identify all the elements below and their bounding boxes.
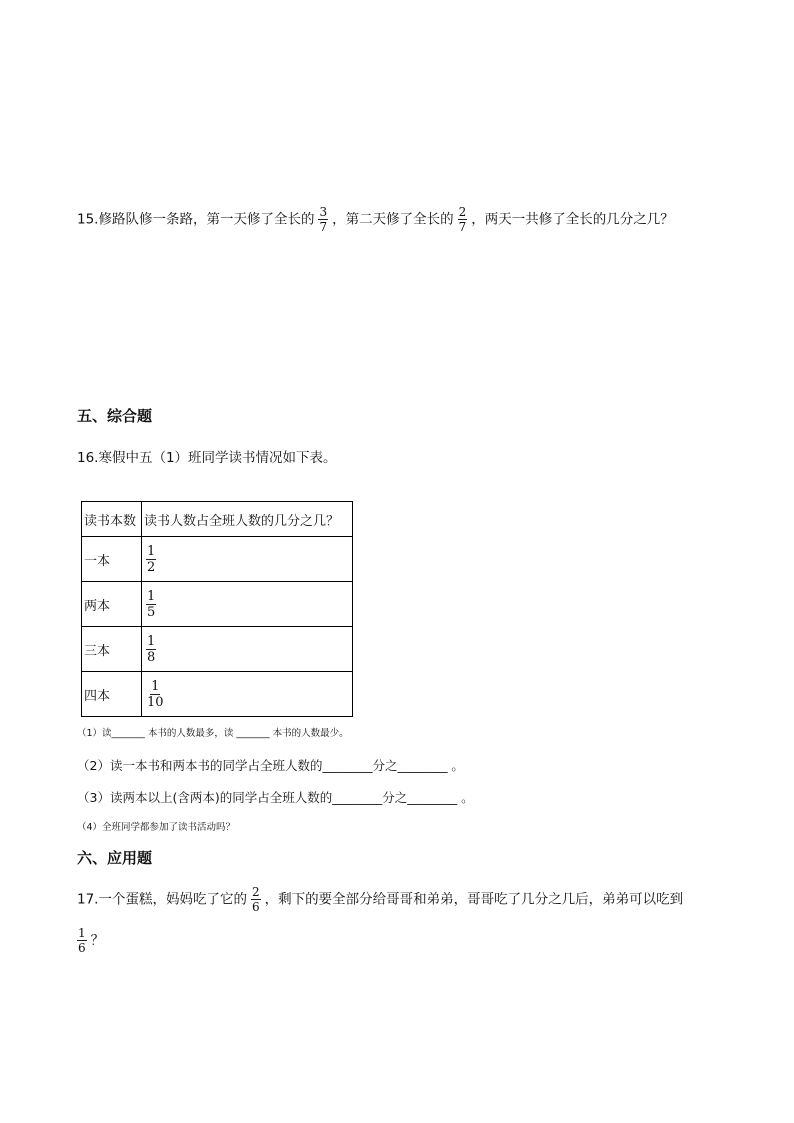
q16-sub-question-2: （2）读一本书和两本书的同学占全班人数的________分之________ 。: [77, 758, 464, 773]
fraction: $\frac{1}{10}$: [147, 678, 164, 710]
section-5-heading: 五、综合题: [77, 407, 153, 425]
reading-table: [81, 501, 353, 717]
table-cell-label: 三本: [82, 627, 142, 672]
table-cell-fraction: [142, 582, 353, 627]
table-header-fraction: 读书人数占全班人数的几分之几？: [142, 502, 353, 537]
table-cell-label: 四本: [82, 672, 142, 717]
q15-text-part2: ，第二天修了全长的: [332, 211, 454, 228]
q16-sub-question-4: （4）全班同学都参加了读书活动吗？: [77, 822, 236, 833]
question-17-line-1: [77, 886, 683, 913]
table-cell-label: 两本: [82, 582, 142, 627]
q16-sub-question-3: （3）读两本以上(含两本)的同学占全班人数的________分之________ 。: [77, 790, 474, 805]
q15-text-part3: ，两天一共修了全长的几分之几？: [471, 211, 674, 228]
table-cell-label: 一本: [82, 537, 142, 582]
section-6-heading: 六、应用题: [77, 849, 153, 867]
fraction: $\frac{1}{2}$: [147, 543, 156, 575]
q17-fraction-1: $\frac{2}{6}$: [251, 885, 260, 914]
q15-fraction-1: $\frac{3}{7}$: [319, 205, 328, 234]
table-row: [82, 582, 353, 627]
table-cell-fraction: [142, 672, 353, 717]
q17-text-part2: ，剩下的要全部分给哥哥和弟弟，哥哥吃了几分之几后，弟弟可以吃到: [264, 891, 684, 908]
q17-text-part3: ？: [90, 932, 105, 949]
q17-fraction-2: $\frac{1}{6}$: [78, 926, 86, 955]
question-16-intro: 16.寒假中五（1）班同学读书情况如下表。: [77, 450, 337, 466]
question-17-line-2: [77, 927, 104, 954]
q17-text-part1: 17.一个蛋糕，妈妈吃了它的: [77, 891, 247, 908]
q16-sub-question-1: （1）读_______ 本书的人数最多，读 _______ 本书的人数最少。: [77, 728, 349, 739]
fraction: $\frac{1}{5}$: [147, 588, 156, 620]
table-row: [82, 672, 353, 717]
table-cell-fraction: [142, 537, 353, 582]
q15-fraction-2: $\frac{2}{7}$: [458, 205, 467, 234]
table-cell-fraction: [142, 627, 353, 672]
table-header-row: [82, 502, 353, 537]
table-row: [82, 627, 353, 672]
question-15: [77, 206, 674, 233]
q15-text-part1: 15.修路队修一条路，第一天修了全长的: [77, 211, 315, 228]
table-row: [82, 537, 353, 582]
table-header-books: 读书本数: [82, 502, 142, 537]
fraction: $\frac{1}{8}$: [147, 633, 156, 665]
